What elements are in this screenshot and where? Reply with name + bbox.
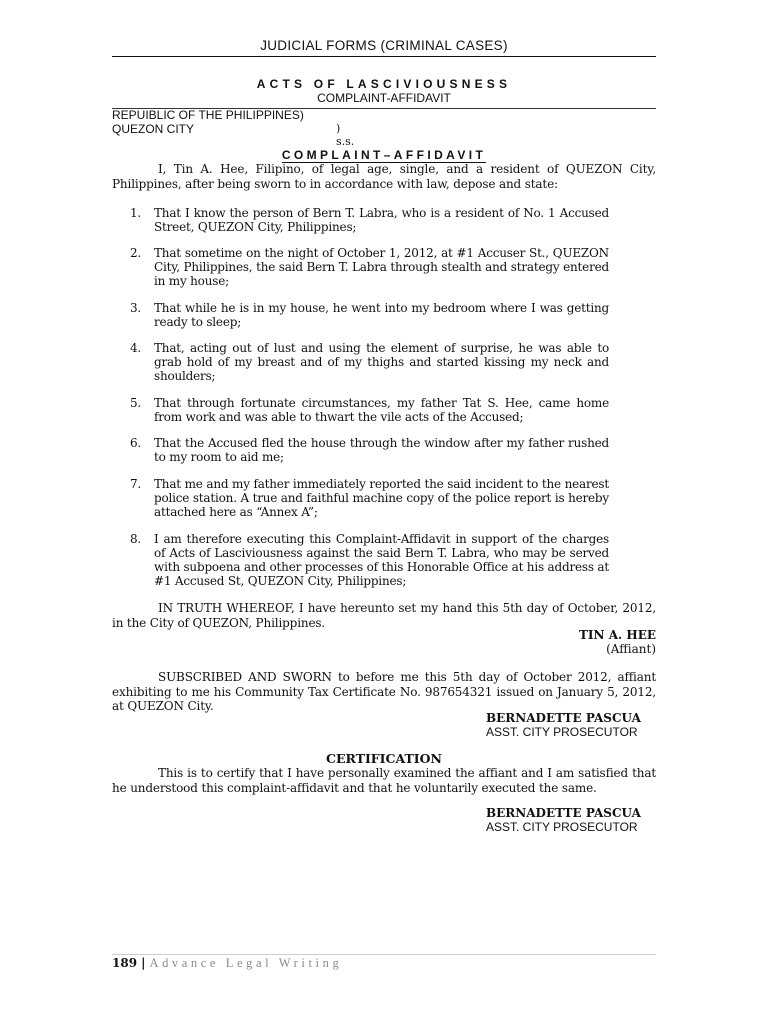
item-text: That, acting out of lust and using the element of surprise, he was able to grab hold of my breast and of my thighs and started kissing my neck and shoulders; xyxy=(154,341,609,383)
list-item xyxy=(130,246,609,288)
list-item xyxy=(130,477,609,519)
item-text: That I know the person of Bern T. Labra, who is a resident of No. 1 Accused Street, QUEZON City, Philippines; xyxy=(154,206,609,234)
list-item xyxy=(130,341,609,383)
footer-rule xyxy=(112,954,656,955)
affidavit-heading xyxy=(112,148,656,162)
certification-paragraph: This is to certify that I have personally examined the affiant and I am satisfied that he understood this complaint-affidavit and that he voluntarily executed the same. xyxy=(112,766,656,795)
affidavit-heading-text: COMPLAINT–AFFIDAVIT xyxy=(281,148,487,162)
prosecutor-title: ASST. CITY PROSECUTOR xyxy=(486,820,638,834)
page-footer xyxy=(112,956,342,971)
subscribed-sworn-paragraph: SUBSCRIBED AND SWORN to before me this 5th day of October 2012, affiant exhibiting to me his Community Tax Certificate No. 987654321 issued on January 5, 2012, at QUEZON City. xyxy=(112,670,656,713)
item-number: 4. xyxy=(130,341,142,355)
item-text: I am therefore executing this Complaint-Affidavit in support of the charges of Acts of Lasciviousness against the said Bern T. Labra, who may be served with subpoena and other processes of this Honorable Office at his address at #1 Accused St, QUEZON City, Philippines; xyxy=(154,532,610,588)
item-number: 2. xyxy=(130,246,142,260)
item-number: 5. xyxy=(130,396,142,410)
item-number: 8. xyxy=(130,532,142,546)
certifying-prosecutor-signature xyxy=(486,806,641,834)
form-subtitle: COMPLAINT-AFFIDAVIT xyxy=(317,91,451,105)
form-title: ACTS OF LASCIVIOUSNESS xyxy=(256,77,512,91)
item-number: 7. xyxy=(130,477,142,491)
certification-heading: CERTIFICATION xyxy=(326,751,442,766)
prosecutor-name: BERNADETTE PASCUA xyxy=(486,711,641,725)
list-item xyxy=(130,532,610,588)
venue-ss: ) s.s. xyxy=(336,122,355,148)
item-number: 1. xyxy=(130,206,142,220)
running-head: JUDICIAL FORMS (CRIMINAL CASES) xyxy=(260,38,508,53)
affiant-name: TIN A. HEE xyxy=(579,628,656,642)
item-text: That me and my father immediately reported the said incident to the nearest police station. A true and faithful machine copy of the police report is hereby attached here as “Annex A”; xyxy=(154,477,609,519)
item-text: That while he is in my house, he went into my bedroom where I was getting ready to sleep; xyxy=(154,301,609,329)
affiant-role: (Affiant) xyxy=(606,642,656,656)
list-item xyxy=(130,206,609,234)
page-number: 189 xyxy=(112,956,138,970)
footer-separator: | xyxy=(141,956,146,970)
header-rule xyxy=(112,56,656,57)
item-text: That the Accused fled the house through the window after my father rushed to my room to aid me; xyxy=(154,436,609,464)
item-text: That through fortunate circumstances, my father Tat S. Hee, came home from work and was able to thwart the vile acts of the Accused; xyxy=(154,396,609,424)
prosecutor-signature xyxy=(486,711,641,739)
list-item xyxy=(130,301,609,329)
venue-republic: REPUIBLIC OF THE PHILIPPINES) xyxy=(112,108,304,122)
truth-whereof-paragraph: IN TRUTH WHEREOF, I have hereunto set my hand this 5th day of October, 2012, in the City of QUEZON, Philippines. xyxy=(112,601,656,630)
item-number: 6. xyxy=(130,436,142,450)
prosecutor-name: BERNADETTE PASCUA xyxy=(486,806,641,820)
venue-city: QUEZON CITY xyxy=(112,122,195,136)
intro-paragraph: I, Tin A. Hee, Filipino, of legal age, single, and a resident of QUEZON City, Philippines, after being sworn to in accordance with law, depose and state: xyxy=(112,162,656,191)
item-number: 3. xyxy=(130,301,142,315)
item-text: That sometime on the night of October 1, 2012, at #1 Accuser St., QUEZON City, Philippines, the said Bern T. Labra through stealth and strategy entered in my house; xyxy=(154,246,609,288)
book-title: Advance Legal Writing xyxy=(149,956,343,970)
prosecutor-title: ASST. CITY PROSECUTOR xyxy=(486,725,638,739)
list-item xyxy=(130,436,609,464)
venue-city-line xyxy=(112,122,355,148)
list-item xyxy=(130,396,609,424)
